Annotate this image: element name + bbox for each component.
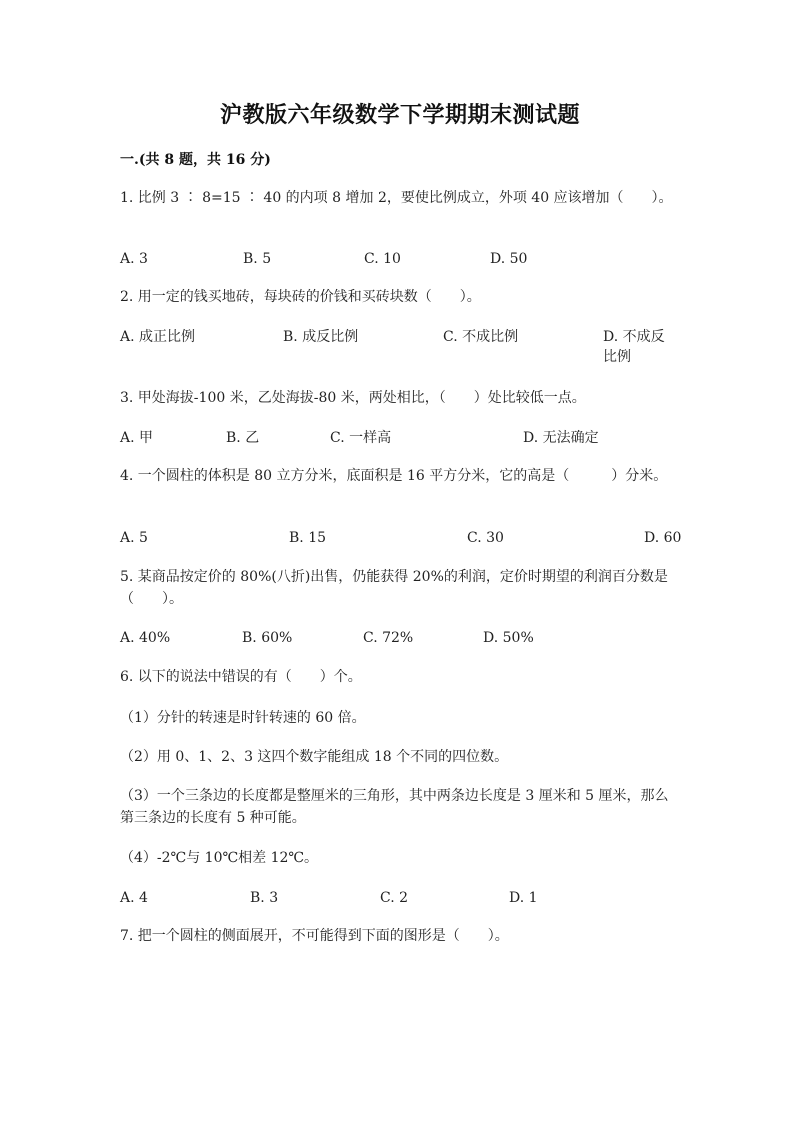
question-4-option-d: D. 60 bbox=[644, 530, 682, 546]
question-2-option-d: D. 不成反比例 bbox=[603, 329, 665, 365]
question-3-option-b: B. 乙 bbox=[226, 430, 260, 446]
question-6-option-a: A. 4 bbox=[120, 890, 148, 906]
question-5-option-c: C. 72% bbox=[363, 630, 414, 646]
question-7-stem: 7. 把一个圆柱的侧面展开，不可能得到下面的图形是（ ）。 bbox=[120, 928, 509, 944]
question-5-stem: 5. 某商品按定价的 80%(八折)出售，仍能获得 20%的利润，定价时期望的利润百分数是（ ）。 bbox=[120, 569, 668, 607]
question-4-option-c: C. 30 bbox=[467, 530, 504, 546]
question-1-option-a: A. 3 bbox=[120, 251, 148, 267]
question-3-option-d: D. 无法确定 bbox=[523, 430, 599, 446]
question-5-option-b: B. 60% bbox=[242, 630, 293, 646]
question-1-stem: 1. 比例 3 ∶ 8=15 ∶ 40 的内项 8 增加 2，要使比例成立，外项 40 应该增加（ ）。 bbox=[120, 190, 673, 206]
question-1-option-c: C. 10 bbox=[364, 251, 401, 267]
question-3-option-c: C. 一样高 bbox=[330, 430, 392, 446]
question-2-option-b: B. 成反比例 bbox=[283, 329, 359, 345]
section-header: 一.(共 8 题，共 16 分) bbox=[120, 152, 271, 168]
question-2-option-c: C. 不成比例 bbox=[443, 329, 519, 345]
question-6-statement-4: （4）-2℃与 10℃相差 12℃。 bbox=[120, 850, 319, 866]
question-6-stem: 6. 以下的说法中错误的有（ ）个。 bbox=[120, 669, 362, 685]
question-2-option-a: A. 成正比例 bbox=[120, 329, 196, 345]
question-3-stem: 3. 甲处海拔-100 米，乙处海拔-80 米，两处相比，（ ）处比较低一点。 bbox=[120, 390, 586, 406]
question-2-stem: 2. 用一定的钱买地砖，每块砖的价钱和买砖块数（ ）。 bbox=[120, 289, 481, 305]
question-6-statement-3: （3）一个三条边的长度都是整厘米的三角形，其中两条边长度是 3 厘米和 5 厘米，那么第三条边的长度有 5 种可能。 bbox=[120, 788, 669, 826]
question-6-option-c: C. 2 bbox=[380, 890, 409, 906]
question-6-statement-2: （2）用 0、1、2、3 这四个数字能组成 18 个不同的四位数。 bbox=[120, 749, 509, 765]
question-3-option-a: A. 甲 bbox=[120, 430, 154, 446]
question-4-option-b: B. 15 bbox=[289, 530, 327, 546]
question-6-option-d: D. 1 bbox=[509, 890, 538, 906]
question-6-statement-1: （1）分针的转速是时针转速的 60 倍。 bbox=[120, 710, 366, 726]
question-1-option-d: D. 50 bbox=[490, 251, 528, 267]
question-5-option-d: D. 50% bbox=[483, 630, 534, 646]
question-4-stem: 4. 一个圆柱的体积是 80 立方分米，底面积是 16 平方分米，它的高是（ ）分米。 bbox=[120, 468, 668, 484]
question-1-option-b: B. 5 bbox=[243, 251, 272, 267]
exam-title: 沪教版六年级数学下学期期末测试题 bbox=[219, 102, 580, 128]
question-4-option-a: A. 5 bbox=[120, 530, 148, 546]
question-5-option-a: A. 40% bbox=[120, 630, 171, 646]
question-6-option-b: B. 3 bbox=[250, 890, 279, 906]
